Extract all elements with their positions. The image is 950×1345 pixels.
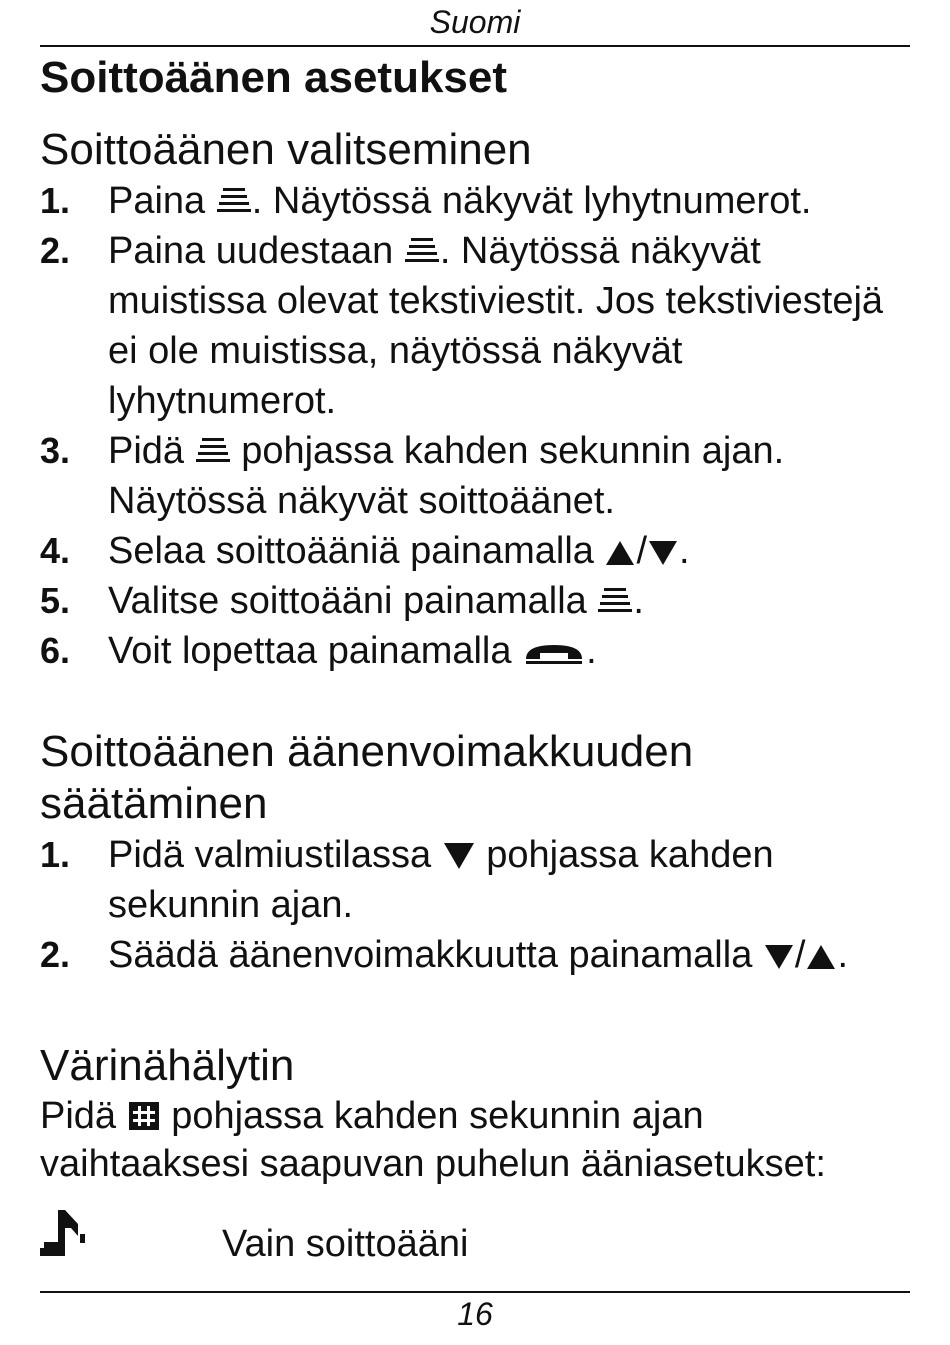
step-text-cont: pohjassa kahden sekunnin ajan. xyxy=(108,834,774,926)
menu-icon xyxy=(216,185,252,217)
list-item xyxy=(40,930,910,980)
step-text: Valitse soittoääni painamalla xyxy=(108,580,587,622)
step-text-cont: pohjassa kahden sekunnin ajan. Näytössä näkyvät soittoäänet. xyxy=(108,430,785,522)
step-text: Paina xyxy=(108,180,206,222)
arrow-separator: / xyxy=(636,530,648,572)
option-label: Vain soittoääni xyxy=(222,1223,469,1265)
vibration-text-cont: pohjassa kahden sekunnin ajan vaihtaaksesi saapuvan puhelun ääniasetukset: xyxy=(40,1095,826,1185)
step-text-cont: . xyxy=(586,630,597,672)
ringtone-volume-steps xyxy=(40,830,910,980)
list-item xyxy=(40,830,910,930)
ringtone-select-steps xyxy=(40,176,910,676)
step-text: Säädä äänenvoimakkuutta painamalla xyxy=(108,934,753,976)
up-arrow-icon xyxy=(604,539,636,567)
section-heading-ringtone-select: Soittoäänen valitseminen xyxy=(40,125,532,174)
step-number: 2. xyxy=(40,934,71,975)
hash-key-icon xyxy=(127,1100,161,1132)
step-number: 5. xyxy=(40,580,71,621)
step-text-cont: . Näytössä näkyvät muistissa olevat tekstiviestit. Jos tekstiviestejä ei ole muistissa, näytössä näkyvät lyhytnumerot. xyxy=(108,230,884,422)
ring-mode-option xyxy=(40,1206,910,1270)
step-text-cont: . xyxy=(633,580,644,622)
section-heading-vibration: Värinähälytin xyxy=(40,1041,295,1090)
step-number: 2. xyxy=(40,230,71,271)
list-item xyxy=(40,226,910,426)
step-text: Pidä valmiustilassa xyxy=(108,834,432,876)
page-header xyxy=(40,0,910,47)
arrow-separator: / xyxy=(794,934,806,976)
vibration-instructions xyxy=(40,1092,920,1188)
step-number: 4. xyxy=(40,530,71,571)
list-item xyxy=(40,526,910,576)
step-text-cont: . Näytössä näkyvät lyhytnumerot. xyxy=(251,180,812,222)
page-title: Soittoäänen asetukset xyxy=(40,53,508,102)
menu-icon xyxy=(597,585,633,617)
step-text: Paina uudestaan xyxy=(108,230,394,272)
up-arrow-icon xyxy=(805,943,837,971)
menu-icon xyxy=(195,435,231,467)
step-number: 3. xyxy=(40,430,71,471)
step-text-cont: . xyxy=(679,530,690,572)
step-text: Pidä xyxy=(108,430,185,472)
list-item xyxy=(40,426,910,526)
section-heading-ringtone-volume: Soittoäänen äänenvoimakkuuden säätäminen xyxy=(40,727,694,828)
step-text-cont: . xyxy=(837,934,849,976)
list-item xyxy=(40,176,910,226)
page-number: 16 xyxy=(457,1296,493,1332)
step-number: 1. xyxy=(40,834,71,875)
down-arrow-icon xyxy=(442,841,476,871)
step-text: Voit lopettaa painamalla xyxy=(108,630,512,672)
vibration-text: Pidä xyxy=(40,1095,117,1137)
step-number: 1. xyxy=(40,180,71,221)
list-item xyxy=(40,626,910,676)
list-item xyxy=(40,576,910,626)
end-call-icon xyxy=(522,637,586,667)
down-arrow-icon xyxy=(763,943,795,971)
ring-tone-icon xyxy=(40,1208,88,1264)
header-language: Suomi xyxy=(429,4,521,40)
step-text: Selaa soittoääniä painamalla xyxy=(108,530,594,572)
menu-icon xyxy=(404,235,440,267)
step-number: 6. xyxy=(40,630,71,671)
down-arrow-icon xyxy=(647,539,679,567)
